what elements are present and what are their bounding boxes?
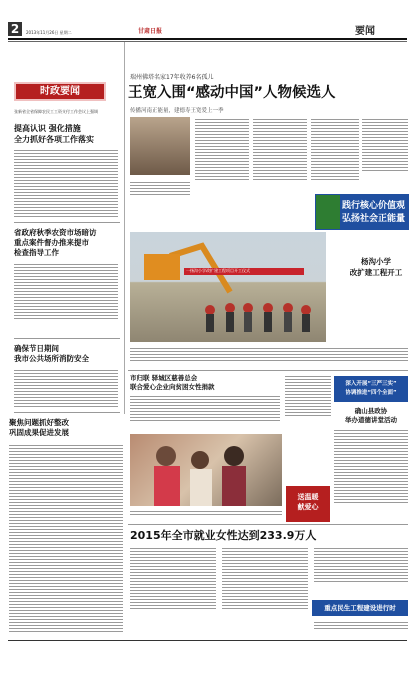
lower-story-text-2 [285,374,331,430]
middle-divider [128,370,408,371]
left-story-1-kicker: 张新省全省保障农民工工资支付工作会议上强调 [14,109,98,114]
left-story-4-title: 聚焦问题抓好整改 巩固成果促进发展 [9,418,69,437]
lower-story-text [130,394,280,430]
top-story-text-1 [130,180,190,200]
banner-line-2: 弘扬社会正能量 [342,214,406,224]
bottom-rule [8,640,407,641]
donation-caption [130,509,282,517]
column-separator [124,42,125,414]
top-story-text-2 [195,117,249,203]
top-story-photo [130,117,190,175]
bottom-story-text-2 [222,546,308,630]
page-number-box [8,22,22,36]
footer-banner-text: 重点民生工程建设进行时 [324,604,396,612]
left-divider-1 [14,222,120,223]
banner-stripe [316,195,340,229]
top-story-text-5 [362,117,408,193]
bottom-story-text-3 [314,546,408,596]
left-story-1-text [14,148,118,218]
left-story-2-text [14,262,118,320]
right-lower-story-text [334,428,408,528]
top-story-text-4 [311,117,359,203]
box-three-strict-text: 深入开展“三严三实” 协调推进“四个全面” [345,381,397,396]
top-story-subtitle: 传播河南正能量，建德寿王宽爱上一季 [130,108,224,114]
photo-sign-text: 一扬沟小学改扩建工程项目开工仪式 [186,268,250,273]
banner-line-1: 践行核心价值观 [342,201,406,211]
footer-banner-text-below [314,620,408,632]
donate-box-text: 送温暖 献爱心 [297,493,319,511]
donate-box [286,486,330,522]
lower-story-title: 市归联 驿城区慈善总会 联合爱心企业向贫困女性捐款 [130,374,215,391]
paper-name: 甘肃日报 [138,28,163,35]
top-story-kicker: 瑞州佛塔名家17年收养6名孤儿 [130,74,214,81]
values-banner [315,194,409,230]
left-divider-2 [14,338,120,339]
bottom-story-text-1 [130,546,216,630]
left-story-3-title: 确保节日期间 我市公共场所消防安全 [14,344,89,363]
left-story-4-text [9,443,123,633]
left-story-3-text [14,368,118,408]
masthead-small-rule [8,41,407,42]
top-story-text-3 [253,117,307,203]
middle-story-title: 杨沟小学 改扩建工程开工 [349,257,403,277]
left-story-1-title: 提高认识 强化措施 全力抓好各项工作落实 [14,124,94,144]
construction-photo [130,232,326,342]
top-story-title: 王宽入围“感动中国”人物候选人 [128,85,336,101]
bottom-story-title: 2015年全市就业女性达到233.9万人 [130,529,317,542]
section-title: 要闻 [355,26,375,37]
date-line: 2013年11月26日 星期二 [26,30,72,35]
right-lower-story-title: 确山县政协 举办道德讲堂活动 [345,407,397,424]
left-section-header: 时政要闻 [14,82,106,101]
footer-banner [312,600,408,616]
left-divider-3 [14,412,120,413]
page-number: 2 [10,22,20,36]
middle-story-text [130,346,408,366]
bottom-divider [128,524,408,525]
donation-photo [130,434,282,506]
box-three-strict [334,376,408,402]
left-story-2-title: 省政府秋季农资市场暗访 重点案件督办推来提市 检查指导工作 [14,228,97,257]
masthead-rule [8,38,407,40]
